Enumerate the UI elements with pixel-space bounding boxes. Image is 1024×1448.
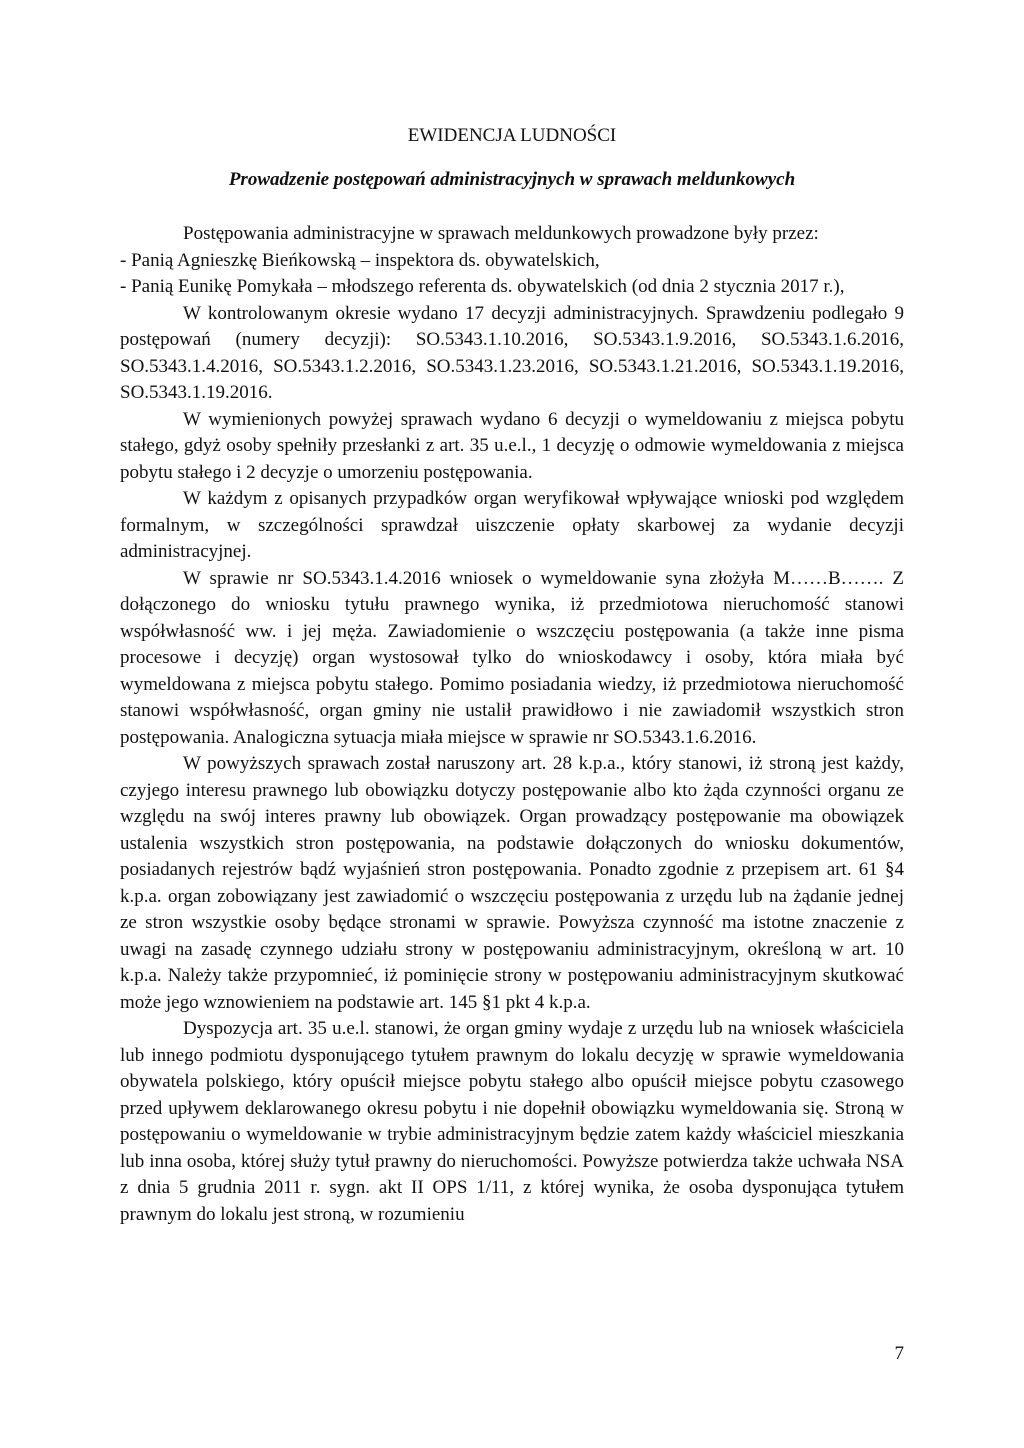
paragraph-verification: W każdym z opisanych przypadków organ weryfikował wpływające wnioski pod względem formalnym, w szczególności sprawdzał uiszczenie opłaty skarbowej za wydanie decyzji administracyjnej. — [120, 488, 904, 562]
paragraph-case-description: W sprawie nr SO.5343.1.4.2016 wniosek o wymeldowanie syna złożyła M……B……. Z dołączonego do wniosku tytułu prawnego wynika, iż przedmiotowa nieruchomość stanowi współwłasność ww. i jej męża. Zawiadomienie o wszczęciu postępowania (a także inne pisma procesowe i decyzję) organ wystosował tylko do wnioskodawcy i osoby, która miała być wymeldowana z miejsca pobytu stałego. Pomimo posiadania wiedzy, iż przedmiotowa nieruchomość stanowi współwłasność, organ gminy nie ustalił prawidłowo i nie zawiadomił wszystkich stron postępowania. Analogiczna sytuacja miała miejsce w sprawie nr SO.5343.1.6.2016. — [120, 567, 904, 748]
list-item-1: - Panią Agnieszkę Bieńkowską – inspektora ds. obywatelskich, — [120, 249, 600, 271]
paragraph-decisions-summary: W wymienionych powyżej sprawach wydano 6 decyzji o wymeldowaniu z miejsca pobytu stałego, gdyż osoby spełniły przesłanki z art. 35 u.e.l., 1 decyzję o odmowie wymeldowania z miejsca pobytu stałego i 2 decyzje o umorzeniu postępowania. — [120, 408, 904, 483]
paragraph-decisions-count: W kontrolowanym okresie wydano 17 decyzji administracyjnych. Sprawdzeniu podlegało 9 postępowań (numery decyzji): SO.5343.1.10.2016, SO.5343.1.9.2016, SO.5343.1.6.2016, SO.5343.1.4.2016, SO.5343.1.2.2016, SO.5343.1.23.2016, SO.5343.1.21.2016, SO.5343.1.19.2016, SO.5343.1.19.2016. — [120, 302, 904, 403]
paragraph-kpa-violation: W powyższych sprawach został naruszony art. 28 k.p.a., który stanowi, iż stroną jest każdy, czyjego interesu prawnego lub obowiązku dotyczy postępowanie albo kto żąda czynności organu ze względu na swój interes prawny lub obowiązek. Organ prowadzący postępowanie ma obowiązek ustalenia wszystkich stron postępowania, na podstawie dołączonych do wniosku dokumentów, posiadanych rejestrów bądź wyjaśnień stron postępowania. Ponadto zgodnie z przepisem art. 61 §4 k.p.a. organ zobowiązany jest zawiadomić o wszczęciu postępowania z urzędu lub na żądanie jednej ze stron wszystkie osoby będące stronami w sprawie. Powyższa czynność ma istotne znaczenie z uwagi na zasadę czynnego udziału strony w postępowaniu administracyjnym, określoną w art. 10 k.p.a. Należy także przypomnieć, iż pominięcie strony w postępowaniu administracyjnym skutkować może jego wznowieniem na podstawie art. 145 §1 pkt 4 k.p.a. — [120, 753, 904, 1013]
intro-line: Postępowania administracyjne w sprawach meldunkowych prowadzone były przez: — [183, 223, 819, 244]
section-heading: EWIDENCJA LUDNOŚCI — [407, 125, 617, 146]
page-number: 7 — [894, 1343, 904, 1364]
list-item-2: - Panią Eunikę Pomykała – młodszego referenta ds. obywatelskich (od dnia 2 stycznia 2017 r.), — [120, 276, 845, 297]
section-subheading: Prowadzenie postępowań administracyjnych w sprawach meldunkowych — [228, 169, 796, 190]
document-body — [120, 221, 904, 1228]
paragraph-uel-disposition: Dyspozycja art. 35 u.e.l. stanowi, że organ gminy wydaje z urzędu lub na wniosek właściciela lub innego podmiotu dysponującego tytułem prawnym do lokalu decyzję w sprawie wymeldowania obywatela polskiego, który opuścił miejsce pobytu stałego albo opuścił miejsce pobytu czasowego przed upływem deklarowanego okresu pobytu i nie dopełnił obowiązku wymeldowania się. Stroną w postępowaniu o wymeldowanie w trybie administracyjnym będzie zatem każdy właściciel mieszkania lub inna osoba, której służy tytuł prawny do nieruchomości. Powyższe potwierdza także uchwała NSA z dnia 5 grudnia 2011 r. sygn. akt II OPS 1/11, z której wynika, że osoba dysponująca tytułem prawnym do lokalu jest stroną, w rozumieniu — [120, 1018, 904, 1225]
